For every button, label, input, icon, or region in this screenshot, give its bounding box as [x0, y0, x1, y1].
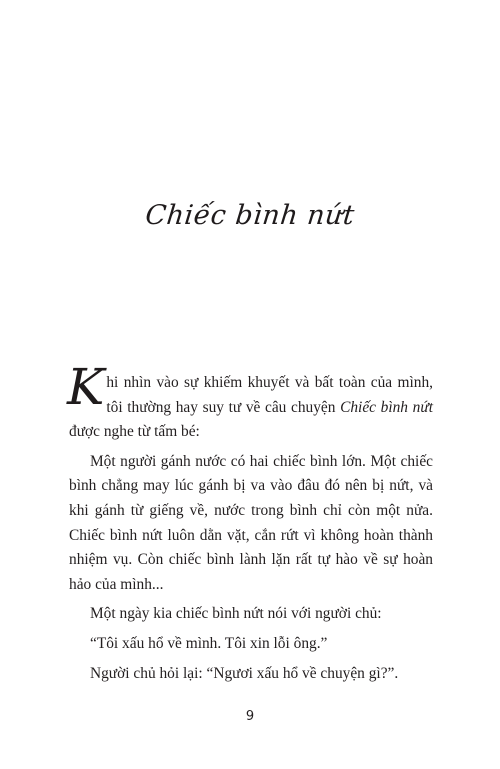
- page-number: 9: [245, 709, 255, 724]
- paragraph-dialogue-1: “Tôi xấu hổ về mình. Tôi xin lỗi ông.”: [90, 634, 328, 652]
- paragraph-dialogue-2: Người chủ hỏi lại: “Ngươi xấu hổ về chuyện gì?”.: [90, 664, 399, 682]
- chapter-title: Chiếc bình nứt: [143, 200, 357, 231]
- story-title-inline: Chiếc bình nứt: [340, 398, 433, 416]
- paragraph-story: Một người gánh nước có hai chiếc bình lớn. Một chiếc bình chẳng may lúc gánh bị va vào đâu đó nên bị nứt, và khi gánh từ giếng về, nước trong bình chỉ còn một nửa. Chiếc bình nứt luôn dằn vặt, cắn rứt vì không hoàn thành nhiệm vụ. Còn chiếc bình lành lặn rất tự hào về sự hoàn hảo của mình...: [69, 452, 433, 593]
- opening-text-after: được nghe từ tấm bé:: [69, 423, 200, 441]
- paragraph-dialogue-intro: Một ngày kia chiếc bình nứt nói với người chủ:: [90, 605, 382, 623]
- body-text: [67, 358, 433, 686]
- paragraph-opening: [67, 358, 433, 445]
- opening-text-before: hi nhìn vào sự khiếm khuyết và bất toàn của mình, tôi thường hay suy tư về câu chuyện: [106, 374, 433, 416]
- drop-cap: K: [67, 358, 105, 416]
